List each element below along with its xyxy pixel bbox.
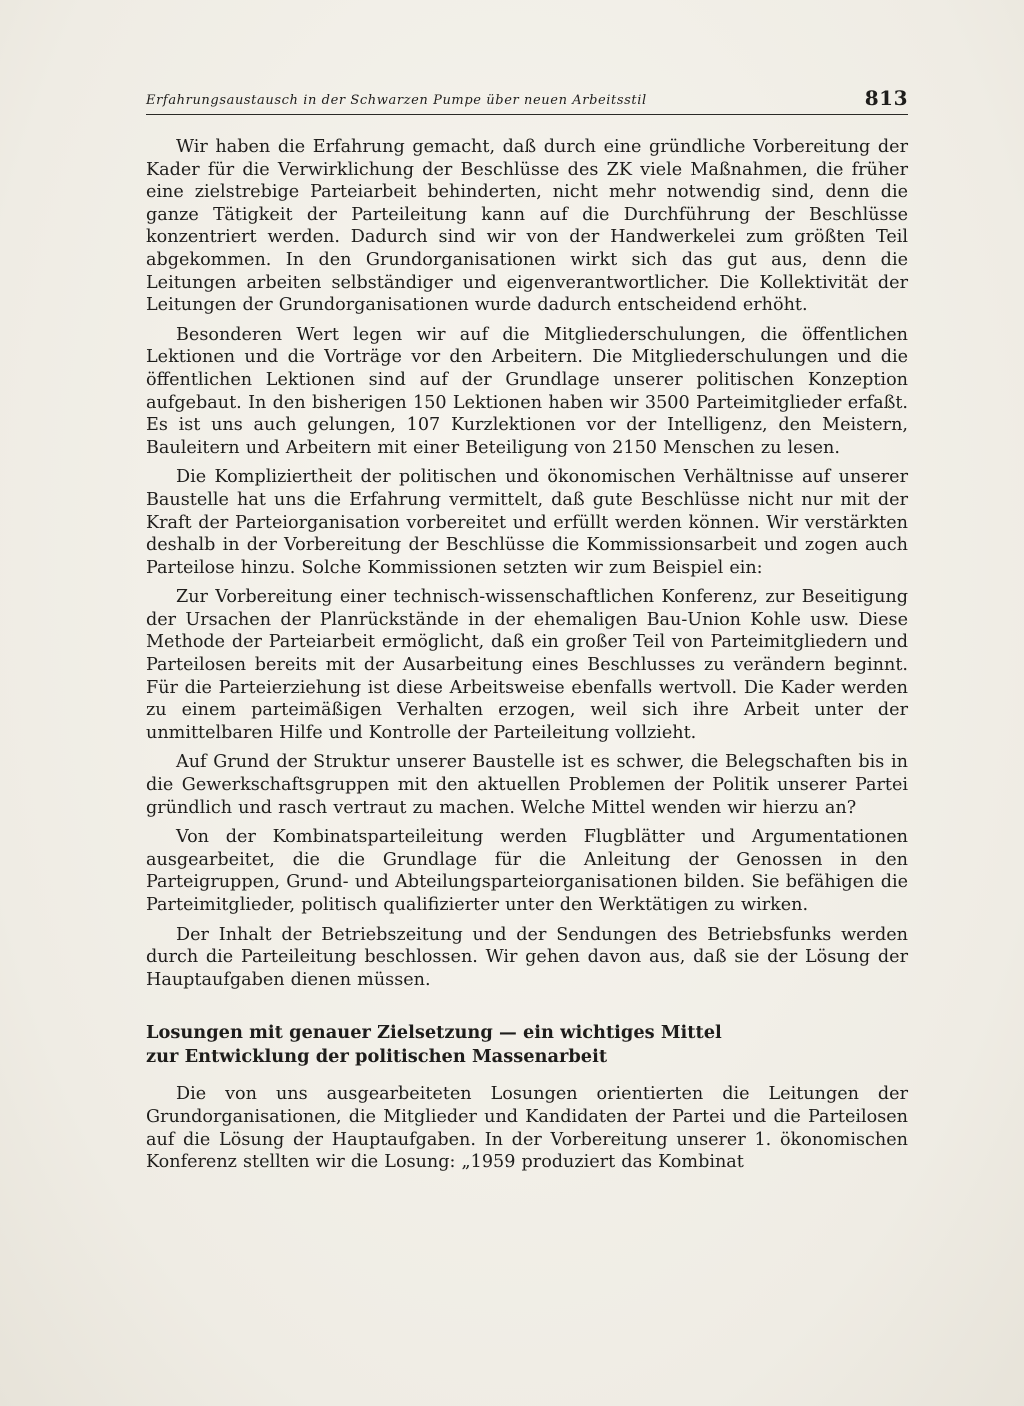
paragraph-5: Auf Grund der Struktur unserer Baustelle ist es schwer, die Belegschaften bis in die Gewerkschaftsgruppen mit den aktuellen Problemen der Politik unserer Partei gründlich und rasch vertraut zu machen. Welche Mittel wenden wir hierzu an? — [146, 752, 908, 818]
running-title: Erfahrungsaustausch in der Schwarzen Pumpe über neuen Arbeitsstil — [146, 93, 647, 108]
section-heading-line-2: zur Entwicklung der politischen Massenarbeit — [146, 1046, 608, 1068]
paragraph-4: Zur Vorbereitung einer technisch-wissenschaftlichen Konferenz, zur Beseitigung der Ursachen der Planrückstände in der ehemaligen Bau-Union Kohle usw. Diese Methode der Parteiarbeit ermöglicht, daß ein großer Teil von Parteimitgliedern und Parteilosen bereits mit der Ausarbeitung eines Beschlusses zu verändern beginnt. Für die Parteierziehung ist diese Arbeitsweise ebenfalls wertvoll. Die Kader werden zu einem parteimäßigen Verhalten erzogen, weil sich ihre Arbeit unter der unmittelbaren Hilfe und Kontrolle der Parteileitung vollzieht. — [146, 587, 908, 743]
paragraph-7: Der Inhalt der Betriebszeitung und der Sendungen des Betriebsfunks werden durch die Parteileitung beschlossen. Wir gehen davon aus, daß sie der Lösung der Hauptaufgaben dienen müssen. — [146, 924, 908, 990]
closing-paragraph: Die von uns ausgearbeiteten Losungen orientierten die Leitungen der Grundorganisationen, die Mitglieder und Kandidaten der Partei und die Parteilosen auf die Lösung der Hauptaufgaben. In der Vorbereitung unserer 1. ökonomischen Konferenz stellten wir die Losung: „1959 produziert das Kombinat — [146, 1084, 908, 1173]
body-text — [146, 136, 908, 1181]
section-heading-line-1: Losungen mit genauer Zielsetzung — ein wichtiges Mittel — [146, 1022, 722, 1044]
paragraph-2: Besonderen Wert legen wir auf die Mitgliederschulungen, die öffentlichen Lektionen und die Vorträge vor den Arbeitern. Die Mitgliederschulungen und die öffentlichen Lektionen sind auf der Grundlage unserer politischen Konzeption aufgebaut. In den bisherigen 150 Lektionen haben wir 3500 Parteimitglieder erfaßt. Es ist uns auch gelungen, 107 Kurzlektionen vor der Intelligenz, den Meistern, Bauleitern und Arbeitern mit einer Beteiligung von 2150 Menschen zu lesen. — [146, 324, 908, 458]
paragraph-6: Von der Kombinatsparteileitung werden Flugblätter und Argumentationen ausgearbeitet, die die Grundlage für die Anleitung der Genossen in den Parteigruppen, Grund- und Abteilungsparteiorganisationen bilden. Sie befähigen die Parteimitglieder, politisch qualifizierter unter den Werktätigen zu wirken. — [146, 827, 908, 915]
page-header — [146, 84, 908, 115]
paragraph-3: Die Kompliziertheit der politischen und ökonomischen Verhältnisse auf unserer Baustelle hat uns die Erfahrung vermittelt, daß gute Beschlüsse nicht nur mit der Kraft der Parteiorganisation vorbereitet und erfüllt werden können. Wir verstärkten deshalb in der Vorbereitung der Beschlüsse die Kommissionsarbeit und zogen auch Parteilose hinzu. Solche Kommissionen setzten wir zum Beispiel ein: — [146, 467, 908, 578]
page-number: 813 — [864, 86, 908, 110]
paragraph-1: Wir haben die Erfahrung gemacht, daß durch eine gründliche Vorbereitung der Kader für die Verwirklichung der Beschlüsse des ZK viele Maßnahmen, die früher eine zielstrebige Parteiarbeit behinderten, nicht mehr notwendig sind, denn die ganze Tätigkeit der Parteileitung kann auf die Durchführung der Beschlüsse konzentriert werden. Dadurch sind wir von der Handwerkelei zum größten Teil abgekommen. In den Grundorganisationen wirkt sich das gut aus, denn die Leitungen arbeiten selbständiger und eigenverantwortlicher. Die Kollektivität der Leitungen der Grundorganisationen wurde dadurch entscheidend erhöht. — [146, 137, 908, 316]
section-heading — [146, 1021, 908, 1069]
